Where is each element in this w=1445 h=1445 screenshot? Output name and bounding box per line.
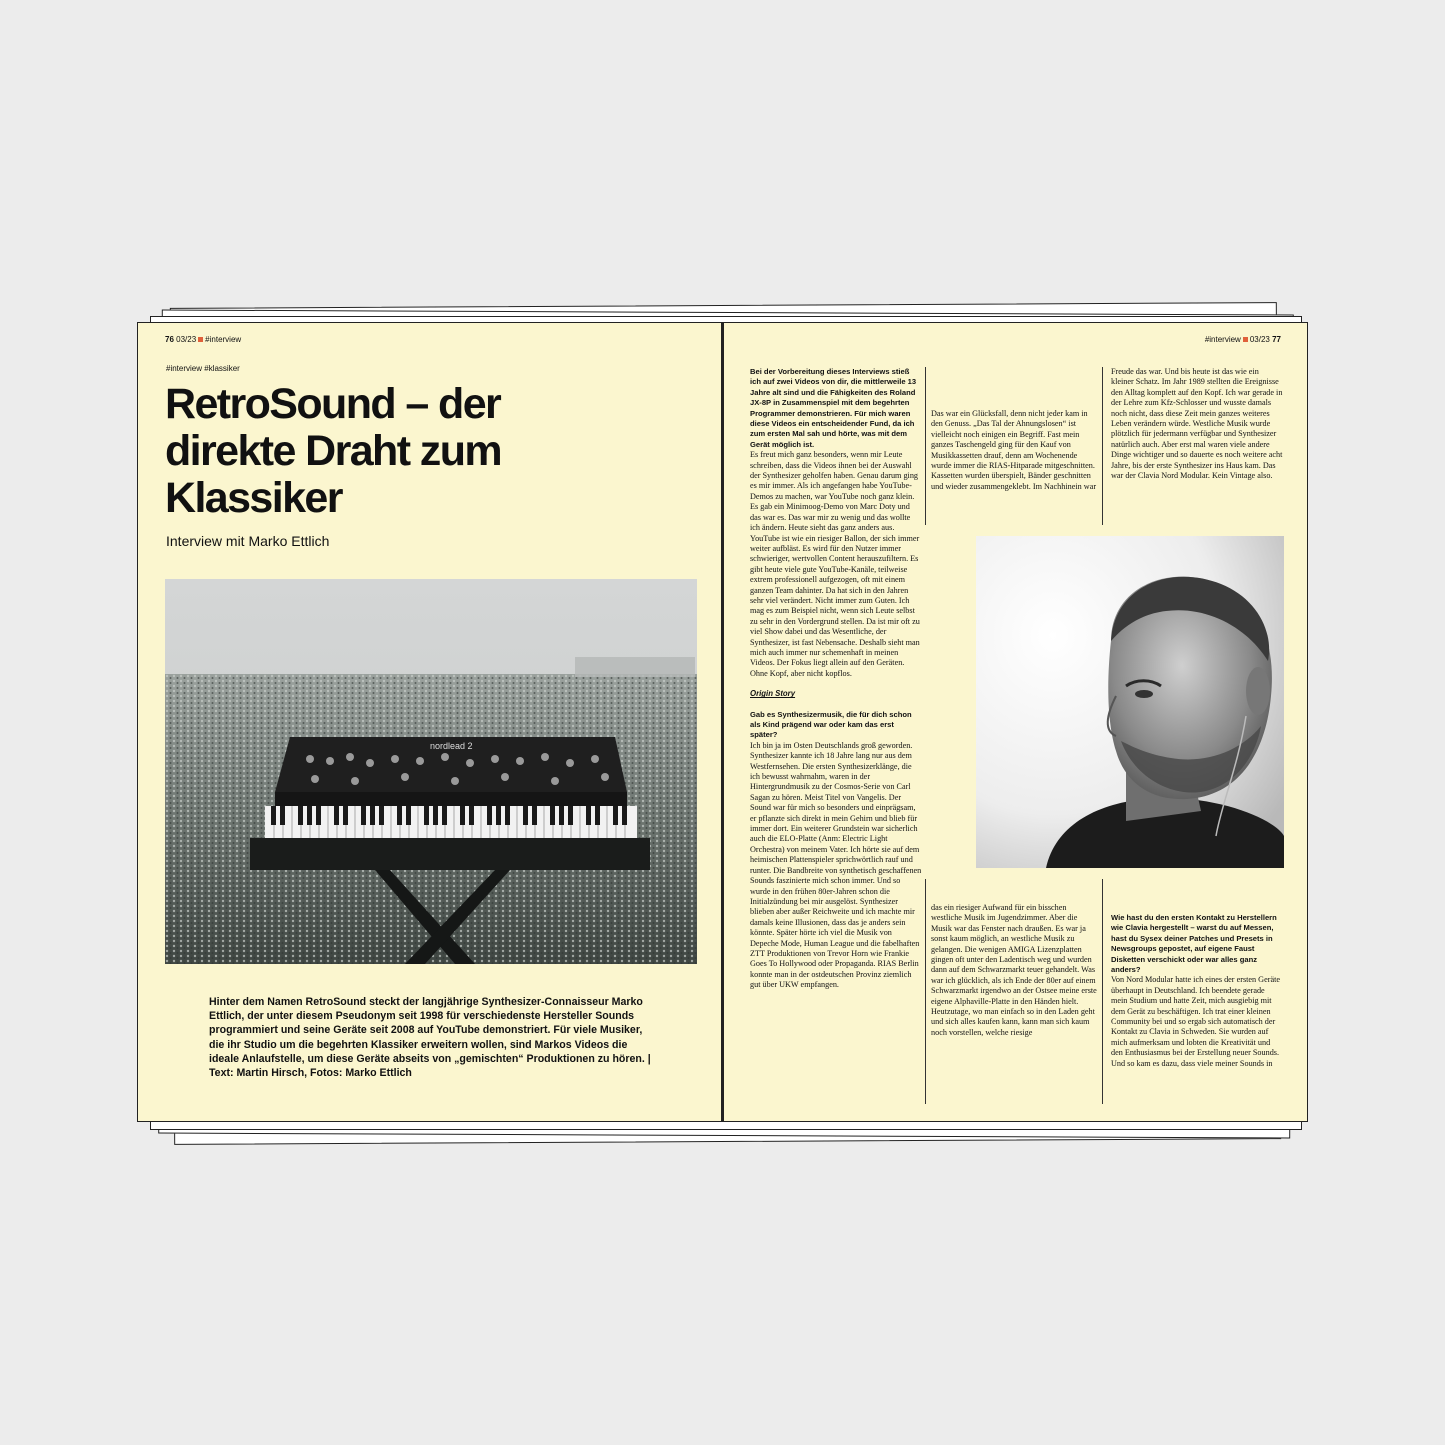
article-tags: #interview #klassiker xyxy=(166,364,240,373)
right-page xyxy=(723,322,1308,1122)
issue-label: 03/23 xyxy=(1249,335,1270,344)
page-number: 77 xyxy=(1272,335,1281,344)
text-column-3-bottom xyxy=(1111,913,1283,1103)
column-text: das ein riesiger Aufwand für ein bisschen westliche Musik im Jugendzimmer. Aber die Musik war das Fenster nach draußen. Es war ja sonst kaum möglich, an westliche Musik zu gelangen. Die wenigen AMIGA Lizenzplatten gingen oft unter den Ladentisch weg und wurden dann auf dem Schwarzmarkt teuer gehandelt. Was war ich glücklich, als ich Ende der 80er auf einem Schwarzmarkt irgendwo an der Ostsee meine erste eigene Alphaville-Platte in den Händen hielt. Heutzutage, wo man einfach so in den Laden geht und sich alles kaufen kann, kann man sich kaum noch vorstellen, welche riesige xyxy=(931,903,1097,1037)
answer-1: Es freut mich ganz besonders, wenn mir Leute schreiben, dass die Videos ihnen bei der Auswahl der Synthesizer geholfen haben. Genau darum ging es mir immer. Als ich angefangen habe YouTube-Demos zu machen, war YouTube noch ganz klein. Es gab ein Minimoog-Demo von Marc Doty und das war es. Das war mir zu wenig und das wollte ich ändern. Heute sieht das ganz anders aus. YouTube ist wie ein riesiger Ballon, der sich immer weiter aufbläst. Es wird für den Nutzer immer schwieriger, wertvollen Content herauszufiltern. Es gibt heute viele gute YouTube-Kanäle, teilweise extrem professionell aufgezogen, oft mit einem ganzen Team dahinter. Da hat sich in den Jahren sehr viel verändert. Nicht immer zum Guten. Ich mag es zum Beispiel nicht, wenn sich Leute selbst zu sehr in den Vordergrund stellen. Da ist mir oft zu viel Show dabei und das Wesentliche, der Synthesizer, ist fast Nebensache. Deshalb sieht man mich auch immer nur schemenhaft in meinen Videos. Der Fokus liegt allein auf den Geräten. Ohne Kopf, aber nicht kopflos. xyxy=(750,450,920,678)
synth-brand-label: nordlead 2 xyxy=(430,741,473,751)
left-folio xyxy=(165,335,241,344)
portrait-photo xyxy=(976,536,1284,868)
article-title: RetroSound – der direkte Draht zum Klassiker xyxy=(165,380,501,522)
right-folio xyxy=(1205,335,1281,344)
section-label: #interview xyxy=(205,335,242,344)
column-text: Das war ein Glücksfall, denn nicht jeder kam in den Genuss. „Das Tal der Ahnungslosen“ ist vielleicht noch einigen ein Begriff. Fast mein ganzes Taschengeld ging für den Kauf von Musikkassetten drauf, denn am Wochenende wurde immer die RIAS-Hitparade mitgeschnitten. Kassetten wurden überspielt, Bänder geschnitten und wieder zusammengeklebt. Im Nachhinein war xyxy=(931,409,1097,491)
column-rule xyxy=(925,879,926,1104)
question-2: Gab es Synthesizermusik, die für dich schon als Kind prägend war oder kam das erst später? xyxy=(750,709,912,740)
answer-3: Von Nord Modular hatte ich eines der ersten Geräte überhaupt in Deutschland. Ich beendete gerade mein Studium und hatte Zeit, mich ausgiebig mit dem Gerät zu beschäftigen. Ich trat einer kleinen Community bei und so ergab sich automatisch der Kontakt zu Clavia in Schweden. Sie wurden auf mich aufmerksam und lobten die Kreativität und den Enthusiasmus bei der Erstellung neuer Sounds. Und so kam es dazu, dass viele meiner Sounds in xyxy=(1111,975,1280,1068)
article-lead: Hinter dem Namen RetroSound steckt der langjährige Synthesizer-Connaisseur Marko Ettlich, der unter diesem Pseudonym seit 1998 für verschiedenste Hersteller Sounds programmiert und seine Geräte seit 2008 auf YouTube demonstriert. Für viele Musiker, die ihr Studio um die begehrten Klassiker erweitern wollen, sind Markos Videos die ideale Anlaufstelle, um diese Geräte abseits von „gemischten“ Produktionen zu hören. | Text: Martin Hirsch, Fotos: Marko Ettlich xyxy=(209,996,651,1080)
text-column-2-bottom xyxy=(931,903,1097,1093)
column-rule xyxy=(1102,367,1103,525)
accent-square xyxy=(1243,337,1248,342)
column-text: Freude das war. Und bis heute ist das wie ein kleiner Schatz. Im Jahr 1989 stellten die Ereignisse den Alltag komplett auf den Kopf. Ich war gerade in der Lehre zum Kfz-Schlosser und wusste damals noch nicht, dass diese Zeit mein ganzes weiteres Leben verändern würde. Westliche Musik wurde plötzlich für jedermann verfügbar und Synthesizer natürlich auch. Aber erst mal waren viele andere Dinge wichtiger und so dauerte es noch weitere acht Jahre, bis der erste Synthesizer ins Haus kam. Das war der Clavia Nord Modular. Kein Vintage also. xyxy=(1111,367,1283,481)
synthesizer-photo xyxy=(165,579,697,964)
answer-2: Ich bin ja im Osten Deutschlands groß geworden. Synthesizer kannte ich 18 Jahre lang nur aus dem Westfernsehen. Die ersten Synthesizerklänge, die ich bewusst wahrnahm, waren in der Hintergrundmusik zu der Cosmos-Serie von Carl Sagan zu hören. Meist Titel von Vangelis. Der Sound war für mich so besonders und einprägsam, er pflanzte sich direkt in mein Gehirn und blieb für immer dort. Ein weiterer Grundstein war sicherlich auch die ELO-Platte (Anm: Electric Light Orchestra) von meinem Vater. Ich hörte sie auf dem heimischen Plattenspieler sprichwörtlich rauf und runter. Die Bandbreite von synthetisch geschaffenen Sounds faszinierte mich schon immer. Und so wurde in den frühen 80er-Jahren schon die Initialzündung bei mir ausgelöst. Synthesizer blieben aber außer Reichweite und ich machte mir damals keine Illusionen, dass das je anders sein könnte. Später hörte ich viel die Musik von Depeche Mode, Human League und die fabelhaften ZTT Produktionen von Trevor Horn wie Frankie Goes To Hollywood oder Propaganda. RIAS Berlin konnte man in der ostdeutschen Provinz ziemlich gut über UKW empfangen. xyxy=(750,740,922,990)
left-page xyxy=(137,322,722,1122)
article-subtitle: Interview mit Marko Ettlich xyxy=(166,533,330,549)
question-3: Wie hast du den ersten Kontakt zu Herstellern wie Clavia hergestellt – warst du auf Messen, hast du Sysex deiner Patches und Presets in Newsgroups gepostet, auf eigene Faust Disketten verschickt oder war alles ganz anders? xyxy=(1111,913,1277,975)
column-rule xyxy=(925,367,926,525)
text-column-3-top xyxy=(1111,367,1283,517)
text-column-1 xyxy=(750,367,922,1102)
page-number: 76 xyxy=(165,335,174,344)
text-column-2-top xyxy=(931,409,1097,517)
issue-label: 03/23 xyxy=(176,335,197,344)
column-rule xyxy=(1102,879,1103,1104)
section-label: #interview xyxy=(1204,335,1241,344)
accent-square xyxy=(198,337,203,342)
question-1: Bei der Vorbereitung dieses Interviews stieß ich auf zwei Videos von dir, die mittlerweile 13 Jahre alt sind und die Fähigkeiten des Roland JX-8P in Zusammenspiel mit dem begehrten Programmer demonstrieren. Für mich waren diese Videos ein entscheidender Fund, da ich zum ersten Mal sah und hörte, was mit dem Gerät möglich ist. xyxy=(750,367,917,449)
section-heading: Origin Story xyxy=(750,689,796,699)
